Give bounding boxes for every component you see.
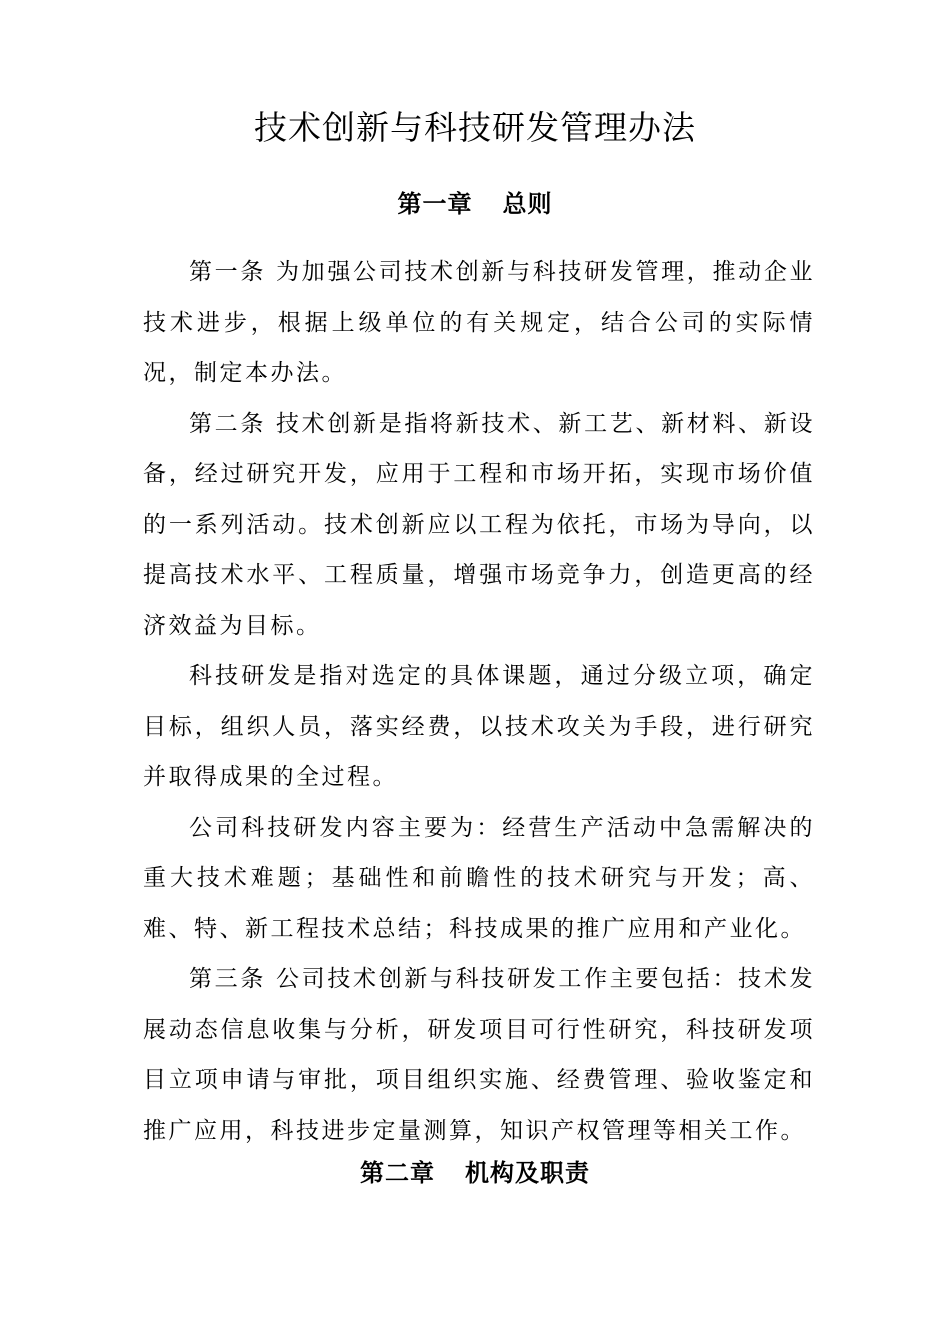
article-3-paragraph: 第三条 公司技术创新与科技研发工作主要包括：技术发展动态信息收集与分析，研发项目可行性研究，科技研发项目立项申请与审批，项目组织实施、经费管理、验收鉴定和推广应用，科技进步定量测算，知识产权管理等相关工作。 <box>143 966 815 1144</box>
document-title: 技术创新与科技研发管理办法 <box>254 108 696 147</box>
chapter-1-heading <box>0 186 950 222</box>
chapter-1-name: 总则 <box>502 190 553 218</box>
chapter-2-number: 第二章 <box>360 1159 435 1187</box>
chapter-1-number: 第一章 <box>397 190 473 218</box>
article-1-paragraph: 第一条 为加强公司技术创新与科技研发管理，推动企业技术进步，根据上级单位的有关规定，结合公司的实际情况，制定本办法。 <box>143 259 815 386</box>
rd-content-paragraph: 公司科技研发内容主要为：经营生产活动中急需解决的重大技术难题；基础性和前瞻性的技术研究与开发；高、难、特、新工程技术总结；科技成果的推广应用和产业化。 <box>143 814 815 942</box>
document-body <box>143 247 815 1156</box>
article-2-paragraph: 第二条 技术创新是指将新技术、新工艺、新材料、新设备，经过研究开发，应用于工程和市场开拓，实现市场价值的一系列活动。技术创新应以工程为依托，市场为导向，以提高技术水平、工程质量，增强市场竞争力，创造更高的经济效益为目标。 <box>143 410 815 639</box>
rd-definition-paragraph: 科技研发是指对选定的具体课题，通过分级立项，确定目标，组织人员，落实经费，以技术攻关为手段，进行研究并取得成果的全过程。 <box>143 663 815 790</box>
chapter-2-heading <box>0 1155 950 1191</box>
chapter-2-name: 机构及职责 <box>465 1159 590 1187</box>
